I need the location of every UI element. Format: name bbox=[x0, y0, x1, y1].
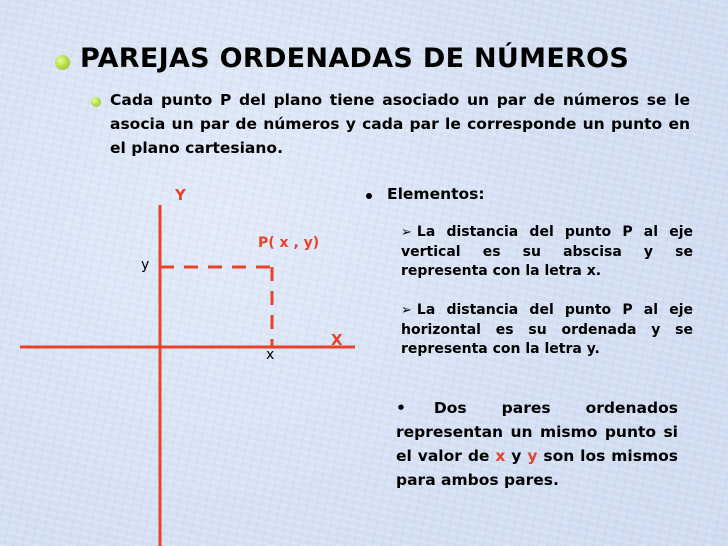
y-axis-label: Y bbox=[175, 186, 186, 204]
x-tick-label: x bbox=[266, 347, 275, 363]
note-bullet-icon: • bbox=[396, 399, 406, 417]
note-x-variable: x bbox=[495, 447, 506, 465]
slide-title: PAREJAS ORDENADAS DE NÚMEROS bbox=[80, 43, 630, 74]
note-text-after: son los mismos para ambos pares. bbox=[396, 447, 678, 489]
equal-pairs-note bbox=[396, 396, 678, 492]
abscissa-text: La distancia del punto P al eje vertical es su abscisa y se representa con la letra x. bbox=[401, 224, 693, 279]
intro-text: Cada punto P del plano tiene asociado un par de números se le asocia un par de números y cada par le corresponde un punto en el plano cartesiano. bbox=[110, 91, 690, 157]
abscissa-paragraph bbox=[401, 223, 693, 282]
elements-bullet-icon bbox=[366, 193, 372, 199]
point-p-label: P( x , y) bbox=[258, 235, 320, 251]
note-y-variable: y bbox=[527, 447, 538, 465]
ordinate-paragraph bbox=[401, 301, 693, 360]
arrow-bullet-icon: ➢ bbox=[401, 303, 412, 318]
arrow-bullet-icon: ➢ bbox=[401, 225, 412, 240]
x-axis-label: X bbox=[331, 331, 343, 349]
elements-title: Elementos: bbox=[387, 185, 485, 203]
ordinate-text: La distancia del punto P al eje horizontal es su ordenada y se representa con la letra y. bbox=[401, 302, 693, 357]
note-text-before: Dos pares ordenados representan un mismo punto si el valor de bbox=[396, 399, 678, 465]
note-conjunction: y bbox=[511, 447, 522, 465]
y-tick-label: y bbox=[141, 257, 150, 273]
